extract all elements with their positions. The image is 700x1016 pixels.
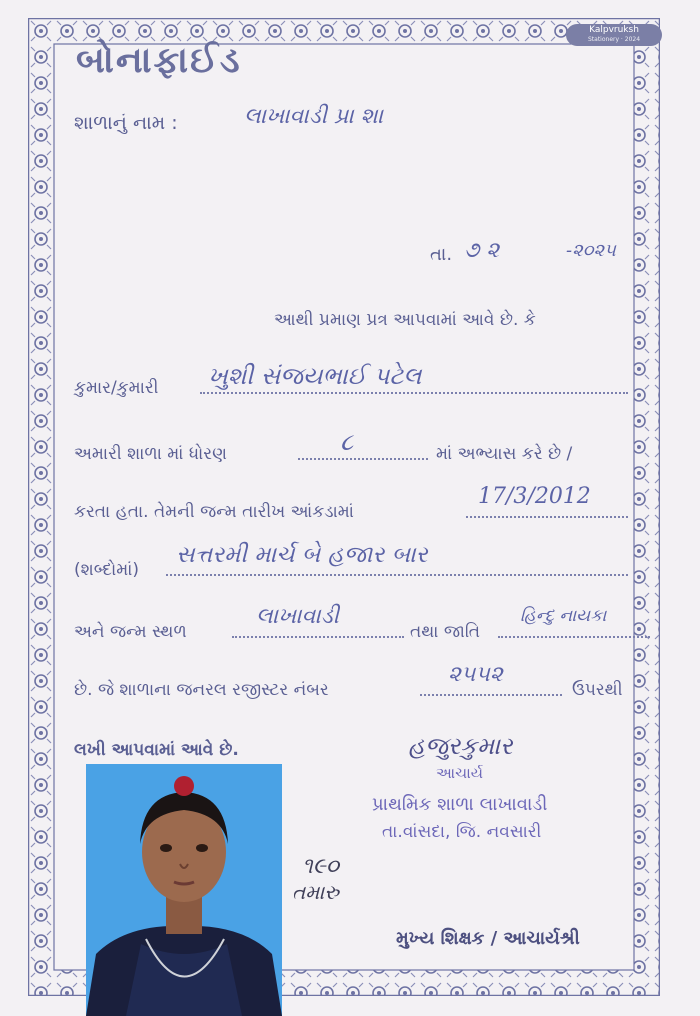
register-dotted-line	[420, 694, 562, 696]
standard-label: અમારી શાળા માં ધોરણ	[74, 444, 227, 464]
intro-text: આથી પ્રમાણ પ્રત્ર આપવામાં આવે છે. કે	[274, 310, 536, 330]
birth-dotted-line	[466, 516, 628, 518]
standard-dotted-line	[298, 458, 428, 460]
birth-date-value: 17/3/2012	[478, 484, 591, 509]
student-photo	[86, 764, 282, 1016]
birth-date-words-value: સત્તરમી માર્ચ બે હજાર બાર	[176, 542, 428, 568]
birth-label: કરતા હતા. તેમની જન્મ તારીખ આંકડામાં	[74, 502, 354, 522]
date-prefix: તા.	[430, 244, 453, 265]
date-value: ૭ ૨	[464, 238, 500, 263]
register-number-value: ૨૫૫૨	[448, 662, 503, 687]
margin-note-number: ૧૯૦	[302, 854, 340, 879]
margin-note-word: તમારુ	[292, 880, 339, 904]
register-label: છે. જે શાળાના જનરલ રજીસ્ટર નંબર	[74, 680, 329, 700]
brand-badge	[566, 24, 662, 46]
school-label: શાળાનું નામ :	[74, 112, 178, 134]
words-label: (શબ્દોમાં)	[74, 560, 140, 580]
brand-sub: Stationery · 2024	[587, 36, 641, 43]
stamp-school: પ્રાથમિક શાળા લાખાવાડી	[372, 794, 548, 815]
words-dotted-line	[166, 574, 628, 576]
brand-name: Kalpvruksh	[589, 25, 639, 35]
place-dotted-line	[232, 636, 404, 638]
closing-text: લખી આપવામાં આવે છે.	[74, 740, 239, 760]
birth-place-value: લાખાવાડી	[256, 604, 339, 629]
footer-signatory: મુખ્ય શિક્ષક / આચાર્યશ્રી	[396, 928, 580, 949]
student-label: કુમાર/કુમારી	[74, 378, 159, 398]
stamp-address: તા.વાંસદા, જિ. નવસારી	[382, 822, 542, 842]
standard-suffix: માં અભ્યાસ કરે છે /	[436, 444, 573, 464]
caste-dotted-line	[498, 636, 650, 638]
place-label: અને જન્મ સ્થળ	[74, 622, 187, 642]
caste-value: હિન્દુ નાયકા	[520, 606, 607, 626]
student-dotted-line	[200, 392, 628, 394]
signature-scrawl: હજુરકુમાર	[408, 732, 513, 760]
school-name-value: લાખાવાડી પ્રા શા	[244, 104, 383, 129]
register-suffix: ઉપરથી	[572, 680, 623, 700]
stamp-role: આચાર્ય	[436, 764, 484, 782]
standard-value: ૮	[340, 428, 354, 456]
page-title: બોનાફાઈડ	[76, 40, 242, 81]
date-year: -૨૦૨૫	[566, 240, 616, 261]
student-name-value: ખુશી સંજયભાઈ પટેલ	[208, 362, 422, 390]
caste-label: તથા જાતિ	[410, 622, 481, 642]
